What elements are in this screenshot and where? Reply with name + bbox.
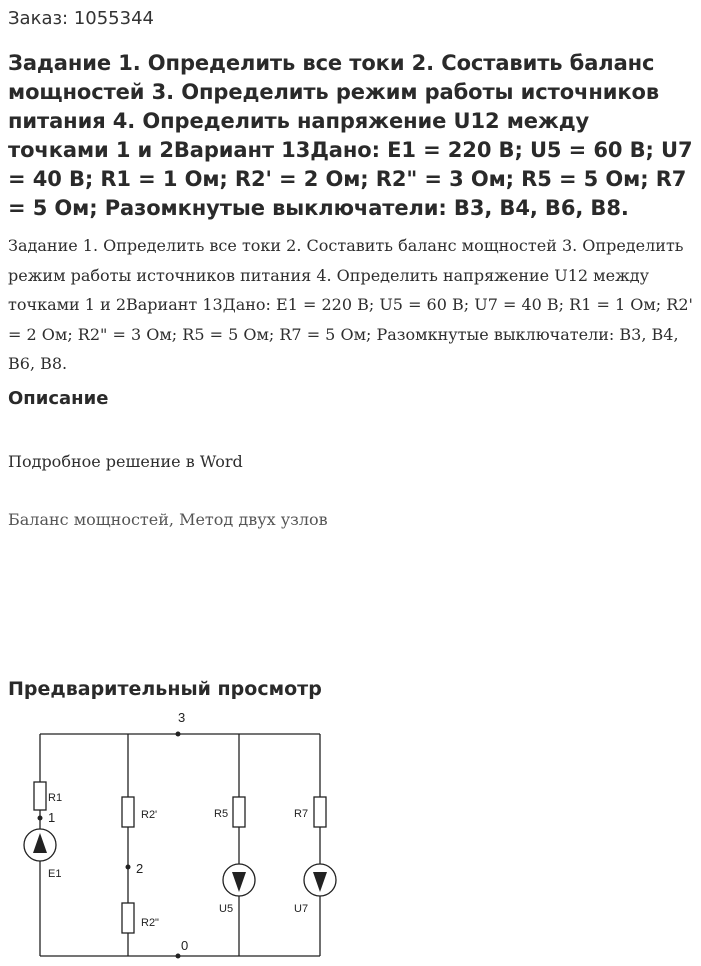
- description-heading: Описание: [8, 388, 109, 409]
- resistor-r1: [34, 782, 46, 810]
- resistor-r7: [314, 797, 326, 827]
- node-2-dot: [126, 865, 131, 870]
- task-title: Задание 1. Определить все токи 2. Составить баланс мощностей 3. Определить режим работы источников питания 4. Определить напряжение U12 между точками 1 и 2Вариант 13Дано: E1 = 220 В; U5 = 60 В; U7 = 40 В; R1 = 1 Ом; R2' = 2 Ом; R2" = 3 Ом; R5 = 5 Ом; R7 = 5 Ом; Разомкнутые выключатели: В3, В4, В6, В8.: [8, 51, 693, 220]
- u5-arrow-icon: [232, 872, 246, 892]
- description-line-1: Подробное решение в Word: [8, 452, 243, 471]
- resistor-r2-double-prime: [122, 903, 134, 933]
- preview-heading: Предварительный просмотр: [8, 678, 322, 700]
- resistor-r2-prime: [122, 797, 134, 827]
- e1-arrow-icon: [33, 833, 47, 853]
- node-0-label: 0: [181, 938, 189, 953]
- resistor-r5: [233, 797, 245, 827]
- r7-label: R7: [294, 808, 309, 820]
- e1-label: E1: [48, 868, 62, 880]
- r5-label: R5: [214, 808, 229, 820]
- u7-arrow-icon: [313, 872, 327, 892]
- r2-prime-label: R2': [141, 809, 158, 821]
- node-1-label: 1: [48, 810, 56, 825]
- u7-label: U7: [294, 903, 309, 915]
- circuit-diagram: [0, 700, 360, 966]
- u5-label: U5: [219, 903, 234, 915]
- node-1-dot: [38, 816, 43, 821]
- order-number: Заказ: 1055344: [8, 8, 154, 29]
- node-0-dot: [176, 954, 181, 959]
- node-3-dot: [176, 732, 181, 737]
- r1-label: R1: [48, 792, 63, 804]
- node-3-label: 3: [178, 710, 186, 725]
- node-2-label: 2: [136, 861, 144, 876]
- task-text: Задание 1. Определить все токи 2. Составить баланс мощностей 3. Определить режим работы источников питания 4. Определить напряжение U12 между точками 1 и 2Вариант 13Дано: E1 = 220 В; U5 = 60 В; U7 = 40 В; R1 = 1 Ом; R2' = 2 Ом; R2" = 3 Ом; R5 = 5 Ом; R7 = 5 Ом; Разомкнутые выключатели: В3, В4, В6, В8.: [8, 236, 693, 373]
- description-line-2: Баланс мощностей, Метод двух узлов: [8, 510, 328, 529]
- r2-double-prime-label: R2": [141, 917, 159, 929]
